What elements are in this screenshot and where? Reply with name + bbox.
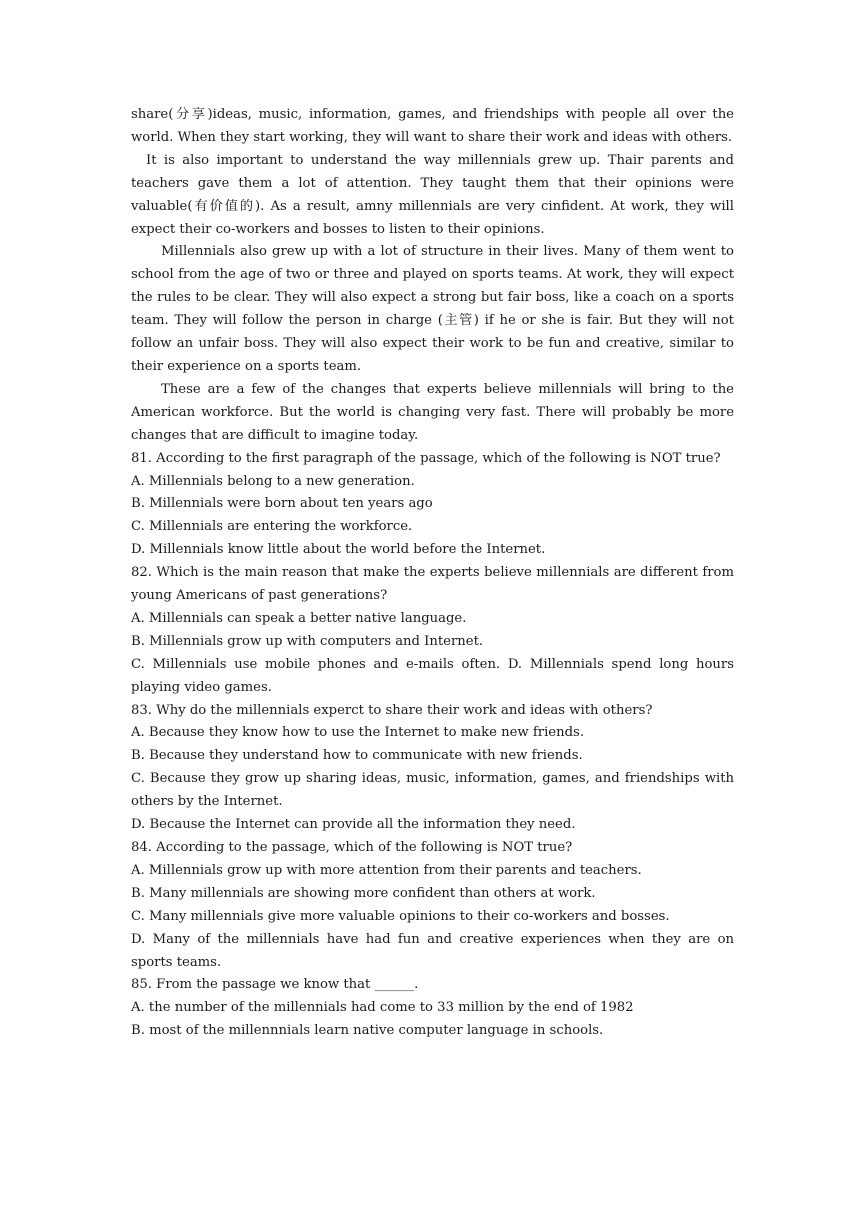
- answer-option-b: B. Many millennials are showing more confident than others at work.: [131, 885, 596, 901]
- answer-option-c-d: C. Millennials use mobile phones and e-mails often. D. Millennials spend long hours playing video games.: [131, 656, 734, 695]
- question-stem: 81. According to the first paragraph of the passage, which of the following is NOT true?: [131, 450, 721, 466]
- question-stem: 82. Which is the main reason that make the experts believe millennials are different from young Americans of past generations?: [131, 565, 734, 604]
- answer-option-d: D. Because the Internet can provide all the information they need.: [131, 817, 576, 833]
- document-page: [131, 104, 734, 1043]
- answer-option-b: B. Millennials grow up with computers and Internet.: [131, 633, 484, 649]
- answer-option-c: C. Millennials are entering the workforce.: [131, 519, 413, 535]
- passage-paragraph-3: Millennials also grew up with a lot of structure in their lives. Many of them went to school from the age of two or three and played on sports teams. At work, they will expect the rules to be clear. They will also expect a strong but fair boss, like a coach on a sports team. They will follow the person in charge (主管) if he or she is fair. But they will not follow an unfair boss. They will also expect their work to be fun and creative, similar to their experience on a sports team.: [131, 244, 734, 374]
- questions-section: [131, 448, 734, 1044]
- passage-paragraph-1: share(分享)ideas, music, information, games, and friendships with people all over the world. When they start working, they will want to share their work and ideas with others.: [131, 107, 734, 145]
- answer-option-d: D. Many of the millennials have had fun and creative experiences when they are on sports teams.: [131, 931, 734, 970]
- answer-option-b: B. Millennials were born about ten years ago: [131, 496, 433, 512]
- answer-option-c: C. Because they grow up sharing ideas, music, information, games, and friendships with others by the Internet.: [131, 771, 734, 810]
- question-83: [131, 700, 734, 837]
- question-82: [131, 562, 734, 699]
- answer-option-c: C. Many millennials give more valuable opinions to their co-workers and bosses.: [131, 908, 670, 924]
- passage-paragraph-4: These are a few of the changes that experts believe millennials will bring to the American workforce. But the world is changing very fast. There will probably be more changes that are difficult to imagine today.: [131, 381, 734, 443]
- question-stem: 84. According to the passage, which of the following is NOT true?: [131, 840, 573, 855]
- answer-option-a: A. Because they know how to use the Internet to make new friends.: [131, 725, 585, 741]
- question-stem: 85. From the passage we know that ______.: [131, 977, 419, 993]
- passage-paragraph-2: It is also important to understand the way millennials grew up. Thair parents and teachers gave them a lot of attention. They taught them that their opinions were valuable(有价值的). As a result, amny millennials are very cinfident. At work, they will expect their co-workers and bosses to listen to their opinions.: [131, 152, 734, 237]
- question-stem: 83. Why do the millennials experct to share their work and ideas with others?: [131, 702, 653, 718]
- answer-option-a: A. Millennials grow up with more attention from their parents and teachers.: [131, 862, 642, 878]
- answer-option-b: B. most of the millennnials learn native computer language in schools.: [131, 1023, 604, 1039]
- answer-option-d: D. Millennials know little about the world before the Internet.: [131, 542, 546, 558]
- question-81: [131, 448, 734, 563]
- reading-passage: [131, 104, 734, 448]
- question-85: [131, 974, 734, 1043]
- question-84: [131, 837, 734, 974]
- answer-option-a: A. Millennials can speak a better native language.: [131, 610, 467, 626]
- answer-option-b: B. Because they understand how to communicate with new friends.: [131, 748, 583, 764]
- answer-option-a: A. the number of the millennials had come to 33 million by the end of 1982: [131, 1000, 634, 1016]
- answer-option-a: A. Millennials belong to a new generation.: [131, 473, 415, 489]
